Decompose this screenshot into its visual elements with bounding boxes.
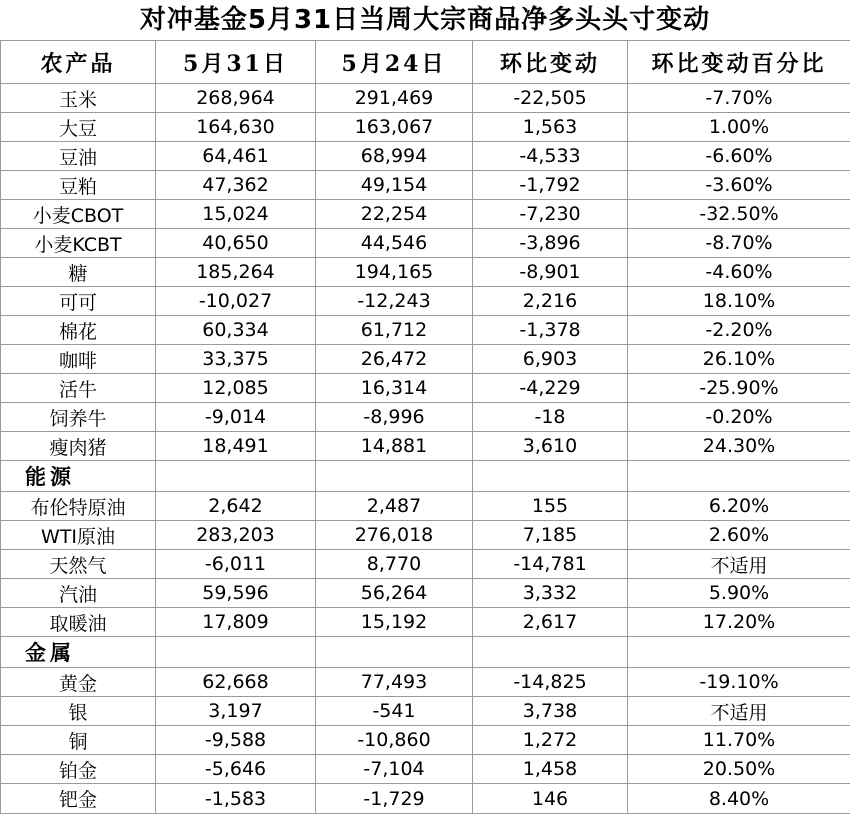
cell-change-pct: 1.00% xyxy=(628,113,850,142)
cell-may31: 17,809 xyxy=(156,608,316,637)
cell-change: 7,185 xyxy=(473,521,628,550)
cell-change: 1,458 xyxy=(473,755,628,784)
cell-change-pct: 18.10% xyxy=(628,287,850,316)
table-row xyxy=(1,492,850,521)
cell-change: 3,738 xyxy=(473,697,628,726)
cell-commodity: 咖啡 xyxy=(1,345,156,374)
cell-may24: 14,881 xyxy=(316,432,473,461)
empty-cell xyxy=(316,461,473,492)
cell-may31: 64,461 xyxy=(156,142,316,171)
header-category: 农产品 xyxy=(1,41,156,84)
cell-may24: 2,487 xyxy=(316,492,473,521)
cell-commodity: 布伦特原油 xyxy=(1,492,156,521)
cell-may24: 15,192 xyxy=(316,608,473,637)
cell-commodity: 汽油 xyxy=(1,579,156,608)
cell-change-pct: -25.90% xyxy=(628,374,850,403)
cell-may24: 26,472 xyxy=(316,345,473,374)
cell-commodity: 黄金 xyxy=(1,668,156,697)
table-row xyxy=(1,84,850,113)
table-body xyxy=(1,84,850,814)
table-row xyxy=(1,432,850,461)
cell-may24: -541 xyxy=(316,697,473,726)
cell-may24: 16,314 xyxy=(316,374,473,403)
cell-change: -14,781 xyxy=(473,550,628,579)
section-label: 能源 xyxy=(1,461,156,492)
cell-change: 3,610 xyxy=(473,432,628,461)
positions-table xyxy=(0,40,850,814)
table-title: 对冲基金5月31日当周大宗商品净多头头寸变动 xyxy=(139,5,711,35)
table-row xyxy=(1,171,850,200)
cell-change-pct: 5.90% xyxy=(628,579,850,608)
cell-change-pct: 11.70% xyxy=(628,726,850,755)
header-may24: 5月24日 xyxy=(316,41,473,84)
cell-may31: 62,668 xyxy=(156,668,316,697)
cell-may24: 163,067 xyxy=(316,113,473,142)
table-row xyxy=(1,608,850,637)
cell-may24: -12,243 xyxy=(316,287,473,316)
cell-may24: 22,254 xyxy=(316,200,473,229)
section-label: 金属 xyxy=(1,637,156,668)
cell-change-pct: -2.20% xyxy=(628,316,850,345)
cell-change: 2,216 xyxy=(473,287,628,316)
cell-may31: 18,491 xyxy=(156,432,316,461)
cell-may31: 283,203 xyxy=(156,521,316,550)
header-may31: 5月31日 xyxy=(156,41,316,84)
cell-change-pct: 8.40% xyxy=(628,784,850,814)
section-row xyxy=(1,461,850,492)
cell-commodity: 豆粕 xyxy=(1,171,156,200)
table-row xyxy=(1,697,850,726)
section-row xyxy=(1,637,850,668)
cell-may24: -7,104 xyxy=(316,755,473,784)
cell-change-pct: 不适用 xyxy=(628,550,850,579)
table-row xyxy=(1,755,850,784)
cell-may31: 47,362 xyxy=(156,171,316,200)
cell-commodity: 小麦KCBT xyxy=(1,229,156,258)
cell-commodity: 饲养牛 xyxy=(1,403,156,432)
cell-may31: 59,596 xyxy=(156,579,316,608)
cell-change: -1,378 xyxy=(473,316,628,345)
cell-commodity: 天然气 xyxy=(1,550,156,579)
cell-change-pct: -0.20% xyxy=(628,403,850,432)
table-row xyxy=(1,521,850,550)
cell-may24: -8,996 xyxy=(316,403,473,432)
cell-may31: -9,588 xyxy=(156,726,316,755)
cell-commodity: 豆油 xyxy=(1,142,156,171)
cell-commodity: 钯金 xyxy=(1,784,156,814)
cell-change-pct: -6.60% xyxy=(628,142,850,171)
cell-change: -18 xyxy=(473,403,628,432)
empty-cell xyxy=(628,637,850,668)
cell-commodity: 大豆 xyxy=(1,113,156,142)
cell-change: 155 xyxy=(473,492,628,521)
cell-change-pct: 不适用 xyxy=(628,697,850,726)
empty-cell xyxy=(628,461,850,492)
cell-may31: 15,024 xyxy=(156,200,316,229)
empty-cell xyxy=(156,461,316,492)
cell-change: -22,505 xyxy=(473,84,628,113)
cell-may24: 56,264 xyxy=(316,579,473,608)
table-row xyxy=(1,229,850,258)
cell-change-pct: -19.10% xyxy=(628,668,850,697)
cell-commodity: 取暖油 xyxy=(1,608,156,637)
cell-change-pct: -8.70% xyxy=(628,229,850,258)
cell-change-pct: 26.10% xyxy=(628,345,850,374)
header-change-pct: 环比变动百分比 xyxy=(628,41,850,84)
table-row xyxy=(1,668,850,697)
cell-change: -4,533 xyxy=(473,142,628,171)
table-row xyxy=(1,113,850,142)
cell-may24: 61,712 xyxy=(316,316,473,345)
cell-commodity: 瘦肉猪 xyxy=(1,432,156,461)
table-row xyxy=(1,579,850,608)
cell-commodity: 铜 xyxy=(1,726,156,755)
table-row xyxy=(1,345,850,374)
cell-change: 1,563 xyxy=(473,113,628,142)
cell-may31: -1,583 xyxy=(156,784,316,814)
cell-may31: 268,964 xyxy=(156,84,316,113)
cell-change: -1,792 xyxy=(473,171,628,200)
cell-change-pct: 24.30% xyxy=(628,432,850,461)
cell-change: -14,825 xyxy=(473,668,628,697)
cell-may31: -6,011 xyxy=(156,550,316,579)
cell-change: -7,230 xyxy=(473,200,628,229)
table-row xyxy=(1,287,850,316)
cell-change-pct: 6.20% xyxy=(628,492,850,521)
cell-may24: 291,469 xyxy=(316,84,473,113)
cell-may31: 33,375 xyxy=(156,345,316,374)
cell-may24: -10,860 xyxy=(316,726,473,755)
cell-commodity: 糖 xyxy=(1,258,156,287)
cell-may24: 68,994 xyxy=(316,142,473,171)
cell-may31: -9,014 xyxy=(156,403,316,432)
cell-may24: 49,154 xyxy=(316,171,473,200)
cell-commodity: WTI原油 xyxy=(1,521,156,550)
cell-may31: 185,264 xyxy=(156,258,316,287)
cell-may24: 276,018 xyxy=(316,521,473,550)
cell-may24: 194,165 xyxy=(316,258,473,287)
table-row xyxy=(1,726,850,755)
empty-cell xyxy=(473,461,628,492)
cell-commodity: 活牛 xyxy=(1,374,156,403)
table-row xyxy=(1,374,850,403)
cell-change-pct: 2.60% xyxy=(628,521,850,550)
cell-may31: 164,630 xyxy=(156,113,316,142)
cell-commodity: 小麦CBOT xyxy=(1,200,156,229)
header-row xyxy=(1,41,850,84)
table-row xyxy=(1,316,850,345)
cell-may31: 12,085 xyxy=(156,374,316,403)
header-change: 环比变动 xyxy=(473,41,628,84)
table-row xyxy=(1,784,850,814)
cell-may24: 77,493 xyxy=(316,668,473,697)
cell-change-pct: 17.20% xyxy=(628,608,850,637)
table-row xyxy=(1,550,850,579)
cell-change-pct: -3.60% xyxy=(628,171,850,200)
cell-change-pct: -4.60% xyxy=(628,258,850,287)
cell-change: 6,903 xyxy=(473,345,628,374)
empty-cell xyxy=(316,637,473,668)
cell-commodity: 棉花 xyxy=(1,316,156,345)
cell-may31: -10,027 xyxy=(156,287,316,316)
cell-may31: 40,650 xyxy=(156,229,316,258)
cell-change: -8,901 xyxy=(473,258,628,287)
cell-change: 3,332 xyxy=(473,579,628,608)
cell-may24: 8,770 xyxy=(316,550,473,579)
cell-may24: -1,729 xyxy=(316,784,473,814)
cell-change-pct: -7.70% xyxy=(628,84,850,113)
cell-may31: -5,646 xyxy=(156,755,316,784)
cell-change: -4,229 xyxy=(473,374,628,403)
cell-commodity: 可可 xyxy=(1,287,156,316)
table-row xyxy=(1,258,850,287)
cell-change: 1,272 xyxy=(473,726,628,755)
cell-may24: 44,546 xyxy=(316,229,473,258)
cell-change-pct: 20.50% xyxy=(628,755,850,784)
cell-may31: 60,334 xyxy=(156,316,316,345)
cell-commodity: 银 xyxy=(1,697,156,726)
table-row xyxy=(1,142,850,171)
cell-may31: 2,642 xyxy=(156,492,316,521)
cell-change: 2,617 xyxy=(473,608,628,637)
empty-cell xyxy=(156,637,316,668)
cell-change-pct: -32.50% xyxy=(628,200,850,229)
cell-change: 146 xyxy=(473,784,628,814)
cell-change: -3,896 xyxy=(473,229,628,258)
cell-may31: 3,197 xyxy=(156,697,316,726)
table-row xyxy=(1,403,850,432)
table-row xyxy=(1,200,850,229)
cell-commodity: 玉米 xyxy=(1,84,156,113)
empty-cell xyxy=(473,637,628,668)
cell-commodity: 铂金 xyxy=(1,755,156,784)
